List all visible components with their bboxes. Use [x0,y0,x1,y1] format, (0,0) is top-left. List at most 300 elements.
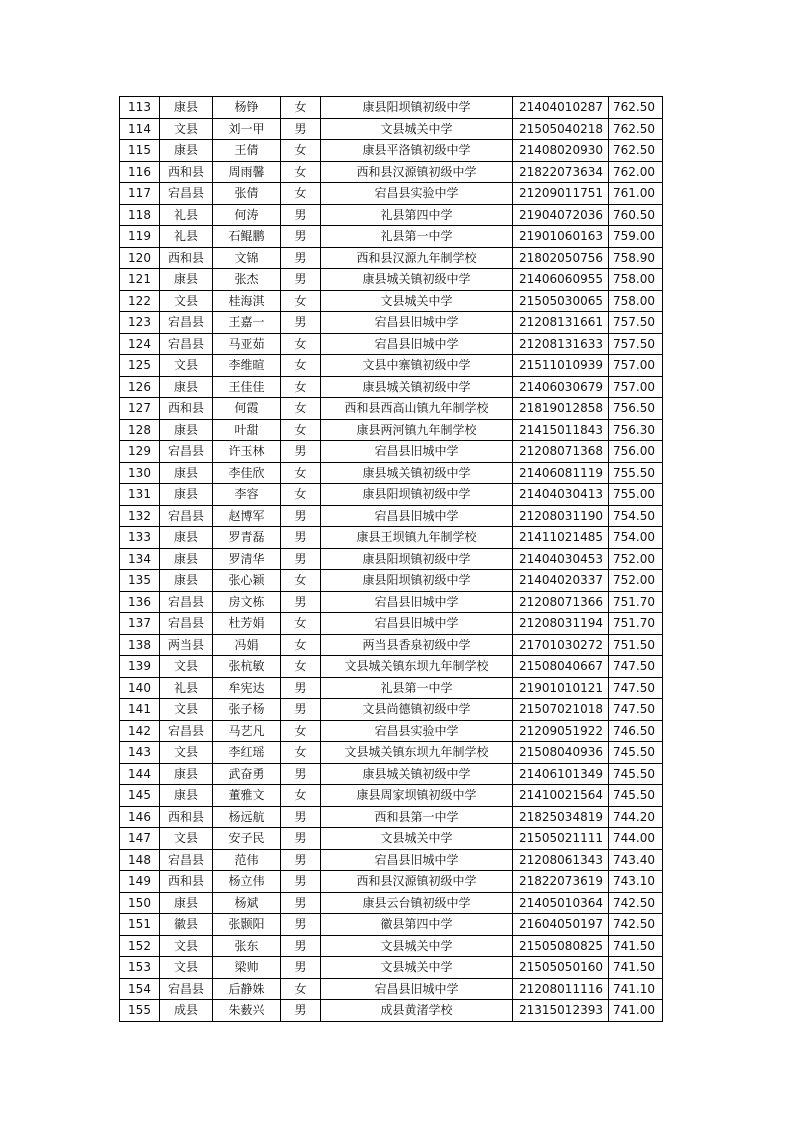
name-cell: 李容 [213,484,281,506]
exam-id-cell: 21208071368 [513,441,609,463]
county-cell: 西和县 [160,161,213,183]
exam-id-cell: 21406101349 [513,763,609,785]
exam-id-cell: 21410021564 [513,785,609,807]
table-row [120,355,663,377]
exam-id-cell: 21208011116 [513,978,609,1000]
score-cell: 758.00 [609,290,663,312]
school-cell: 文县城关中学 [321,118,513,140]
county-cell: 宕昌县 [160,441,213,463]
exam-id-cell: 21505050160 [513,957,609,979]
table-row [120,570,663,592]
rank-cell: 116 [120,161,160,183]
score-cell: 762.50 [609,140,663,162]
exam-id-cell: 21404020337 [513,570,609,592]
name-cell: 石鲲鹏 [213,226,281,248]
county-cell: 宕昌县 [160,720,213,742]
table-row [120,247,663,269]
county-cell: 康县 [160,462,213,484]
rank-cell: 133 [120,527,160,549]
name-cell: 文锦 [213,247,281,269]
school-cell: 西和县汉源九年制学校 [321,247,513,269]
school-cell: 宕昌县旧城中学 [321,441,513,463]
gender-cell: 女 [281,785,321,807]
county-cell: 文县 [160,290,213,312]
table-row [120,1000,663,1022]
name-cell: 李佳欣 [213,462,281,484]
school-cell: 康县云台镇初级中学 [321,892,513,914]
county-cell: 徽县 [160,914,213,936]
school-cell: 康县阳坝镇初级中学 [321,570,513,592]
rank-cell: 125 [120,355,160,377]
county-cell: 康县 [160,269,213,291]
score-cell: 742.50 [609,914,663,936]
exam-id-cell: 21208061343 [513,849,609,871]
score-cell: 759.00 [609,226,663,248]
gender-cell: 女 [281,656,321,678]
exam-id-cell: 21825034819 [513,806,609,828]
rank-cell: 119 [120,226,160,248]
school-cell: 康县王坝镇九年制学校 [321,527,513,549]
county-cell: 礼县 [160,677,213,699]
gender-cell: 男 [281,548,321,570]
exam-id-cell: 21408020930 [513,140,609,162]
name-cell: 叶甜 [213,419,281,441]
exam-id-cell: 21505021111 [513,828,609,850]
gender-cell: 男 [281,806,321,828]
county-cell: 西和县 [160,806,213,828]
score-cell: 747.50 [609,677,663,699]
exam-id-cell: 21505080825 [513,935,609,957]
name-cell: 杜芳娟 [213,613,281,635]
score-cell: 741.00 [609,1000,663,1022]
name-cell: 张颢阳 [213,914,281,936]
gender-cell: 女 [281,333,321,355]
school-cell: 康县城关镇初级中学 [321,376,513,398]
table-row [120,699,663,721]
name-cell: 张杭敏 [213,656,281,678]
gender-cell: 男 [281,828,321,850]
school-cell: 宕昌县实验中学 [321,183,513,205]
rank-cell: 122 [120,290,160,312]
name-cell: 李维暄 [213,355,281,377]
table-row [120,634,663,656]
score-cell: 758.90 [609,247,663,269]
score-cell: 747.50 [609,699,663,721]
score-cell: 754.50 [609,505,663,527]
school-cell: 两当县香泉初级中学 [321,634,513,656]
exam-id-cell: 21411021485 [513,527,609,549]
school-cell: 宕昌县旧城中学 [321,333,513,355]
exam-id-cell: 21406030679 [513,376,609,398]
name-cell: 武奋勇 [213,763,281,785]
table-row [120,914,663,936]
exam-id-cell: 21904072036 [513,204,609,226]
name-cell: 牟宪达 [213,677,281,699]
name-cell: 何霞 [213,398,281,420]
exam-id-cell: 21508040667 [513,656,609,678]
school-cell: 康县两河镇九年制学校 [321,419,513,441]
exam-id-cell: 21208031190 [513,505,609,527]
score-cell: 745.50 [609,742,663,764]
gender-cell: 男 [281,118,321,140]
table-row [120,226,663,248]
gender-cell: 男 [281,935,321,957]
school-cell: 康县阳坝镇初级中学 [321,97,513,119]
county-cell: 宕昌县 [160,312,213,334]
name-cell: 冯娟 [213,634,281,656]
table-row [120,677,663,699]
school-cell: 文县尚德镇初级中学 [321,699,513,721]
table-row [120,613,663,635]
name-cell: 王嘉一 [213,312,281,334]
score-table [119,96,663,1022]
school-cell: 西和县汉源镇初级中学 [321,871,513,893]
name-cell: 桂海淇 [213,290,281,312]
county-cell: 礼县 [160,226,213,248]
table-row [120,462,663,484]
rank-cell: 153 [120,957,160,979]
gender-cell: 男 [281,269,321,291]
exam-id-cell: 21406060955 [513,269,609,291]
table-row [120,849,663,871]
table-row [120,720,663,742]
school-cell: 文县城关中学 [321,957,513,979]
county-cell: 文县 [160,118,213,140]
county-cell: 宕昌县 [160,333,213,355]
name-cell: 赵博军 [213,505,281,527]
score-cell: 756.50 [609,398,663,420]
school-cell: 宕昌县实验中学 [321,720,513,742]
gender-cell: 女 [281,742,321,764]
gender-cell: 女 [281,355,321,377]
gender-cell: 男 [281,699,321,721]
exam-id-cell: 21406081119 [513,462,609,484]
rank-cell: 149 [120,871,160,893]
name-cell: 安子民 [213,828,281,850]
rank-cell: 145 [120,785,160,807]
table-row [120,957,663,979]
rank-cell: 127 [120,398,160,420]
rank-cell: 126 [120,376,160,398]
score-cell: 743.10 [609,871,663,893]
school-cell: 文县城关镇东坝九年制学校 [321,742,513,764]
county-cell: 成县 [160,1000,213,1022]
rank-cell: 144 [120,763,160,785]
school-cell: 文县城关镇东坝九年制学校 [321,656,513,678]
name-cell: 何涛 [213,204,281,226]
gender-cell: 女 [281,634,321,656]
county-cell: 西和县 [160,398,213,420]
county-cell: 宕昌县 [160,978,213,1000]
county-cell: 康县 [160,548,213,570]
county-cell: 宕昌县 [160,183,213,205]
table-row [120,419,663,441]
county-cell: 文县 [160,699,213,721]
table-row [120,140,663,162]
score-cell: 751.70 [609,591,663,613]
exam-id-cell: 21405010364 [513,892,609,914]
rank-cell: 118 [120,204,160,226]
score-cell: 762.50 [609,118,663,140]
score-cell: 754.00 [609,527,663,549]
table-row [120,978,663,1000]
county-cell: 文县 [160,742,213,764]
school-cell: 礼县第一中学 [321,226,513,248]
name-cell: 李红瑶 [213,742,281,764]
county-cell: 康县 [160,97,213,119]
rank-cell: 123 [120,312,160,334]
exam-id-cell: 21209011751 [513,183,609,205]
score-cell: 741.50 [609,935,663,957]
school-cell: 成县黄渚学校 [321,1000,513,1022]
gender-cell: 女 [281,183,321,205]
county-cell: 两当县 [160,634,213,656]
county-cell: 宕昌县 [160,505,213,527]
score-cell: 762.00 [609,161,663,183]
county-cell: 文县 [160,828,213,850]
rank-cell: 151 [120,914,160,936]
name-cell: 罗青磊 [213,527,281,549]
name-cell: 范伟 [213,849,281,871]
county-cell: 宕昌县 [160,849,213,871]
rank-cell: 140 [120,677,160,699]
exam-id-cell: 21208031194 [513,613,609,635]
score-cell: 760.50 [609,204,663,226]
school-cell: 宕昌县旧城中学 [321,849,513,871]
name-cell: 杨斌 [213,892,281,914]
name-cell: 张东 [213,935,281,957]
school-cell: 西和县汉源镇初级中学 [321,161,513,183]
score-cell: 757.00 [609,355,663,377]
table-row [120,97,663,119]
rank-cell: 121 [120,269,160,291]
rank-cell: 143 [120,742,160,764]
score-cell: 751.70 [609,613,663,635]
table-row [120,183,663,205]
rank-cell: 150 [120,892,160,914]
gender-cell: 女 [281,419,321,441]
table-row [120,548,663,570]
county-cell: 康县 [160,785,213,807]
gender-cell: 男 [281,763,321,785]
rank-cell: 135 [120,570,160,592]
score-cell: 746.50 [609,720,663,742]
name-cell: 张子杨 [213,699,281,721]
gender-cell: 男 [281,591,321,613]
county-cell: 礼县 [160,204,213,226]
name-cell: 杨铮 [213,97,281,119]
name-cell: 马艺凡 [213,720,281,742]
county-cell: 宕昌县 [160,613,213,635]
gender-cell: 男 [281,957,321,979]
school-cell: 康县城关镇初级中学 [321,462,513,484]
score-cell: 743.40 [609,849,663,871]
exam-id-cell: 21208071366 [513,591,609,613]
score-cell: 745.50 [609,763,663,785]
name-cell: 罗清华 [213,548,281,570]
name-cell: 张杰 [213,269,281,291]
school-cell: 西和县西高山镇九年制学校 [321,398,513,420]
school-cell: 康县阳坝镇初级中学 [321,484,513,506]
gender-cell: 男 [281,441,321,463]
score-cell: 757.50 [609,312,663,334]
table-row [120,828,663,850]
gender-cell: 男 [281,914,321,936]
rank-cell: 120 [120,247,160,269]
exam-id-cell: 21404030453 [513,548,609,570]
table-row [120,376,663,398]
name-cell: 许玉林 [213,441,281,463]
rank-cell: 137 [120,613,160,635]
school-cell: 西和县第一中学 [321,806,513,828]
name-cell: 后静姝 [213,978,281,1000]
rank-cell: 147 [120,828,160,850]
school-cell: 宕昌县旧城中学 [321,613,513,635]
county-cell: 文县 [160,935,213,957]
table-row [120,398,663,420]
rank-cell: 130 [120,462,160,484]
rank-cell: 131 [120,484,160,506]
score-cell: 744.20 [609,806,663,828]
exam-id-cell: 21822073634 [513,161,609,183]
county-cell: 康县 [160,527,213,549]
gender-cell: 女 [281,720,321,742]
school-cell: 宕昌县旧城中学 [321,312,513,334]
name-cell: 董雅文 [213,785,281,807]
rank-cell: 139 [120,656,160,678]
rank-cell: 155 [120,1000,160,1022]
name-cell: 刘一甲 [213,118,281,140]
rank-cell: 142 [120,720,160,742]
name-cell: 周雨馨 [213,161,281,183]
rank-cell: 136 [120,591,160,613]
score-cell: 758.00 [609,269,663,291]
score-cell: 742.50 [609,892,663,914]
table-row [120,785,663,807]
score-cell: 741.10 [609,978,663,1000]
score-cell: 757.00 [609,376,663,398]
table-row [120,505,663,527]
county-cell: 康县 [160,892,213,914]
rank-cell: 113 [120,97,160,119]
gender-cell: 女 [281,570,321,592]
score-cell: 757.50 [609,333,663,355]
rank-cell: 148 [120,849,160,871]
school-cell: 康县周家坝镇初级中学 [321,785,513,807]
school-cell: 文县城关中学 [321,290,513,312]
rank-cell: 138 [120,634,160,656]
table-row [120,161,663,183]
gender-cell: 男 [281,677,321,699]
gender-cell: 男 [281,871,321,893]
exam-id-cell: 21508040936 [513,742,609,764]
name-cell: 房文栋 [213,591,281,613]
table-row [120,484,663,506]
table-row [120,441,663,463]
table-row [120,527,663,549]
table-row [120,935,663,957]
exam-id-cell: 21415011843 [513,419,609,441]
score-cell: 745.50 [609,785,663,807]
exam-id-cell: 21819012858 [513,398,609,420]
rank-cell: 117 [120,183,160,205]
score-cell: 755.00 [609,484,663,506]
county-cell: 宕昌县 [160,591,213,613]
name-cell: 张倩 [213,183,281,205]
exam-id-cell: 21209051922 [513,720,609,742]
exam-id-cell: 21901010121 [513,677,609,699]
rank-cell: 128 [120,419,160,441]
table-row [120,333,663,355]
gender-cell: 男 [281,849,321,871]
rank-cell: 129 [120,441,160,463]
score-cell: 752.00 [609,548,663,570]
name-cell: 张心颖 [213,570,281,592]
county-cell: 康县 [160,376,213,398]
exam-id-cell: 21208131661 [513,312,609,334]
table-row [120,763,663,785]
table-row [120,204,663,226]
county-cell: 西和县 [160,247,213,269]
gender-cell: 男 [281,1000,321,1022]
rank-cell: 124 [120,333,160,355]
school-cell: 文县城关中学 [321,935,513,957]
score-cell: 756.00 [609,441,663,463]
school-cell: 文县城关中学 [321,828,513,850]
name-cell: 王佳佳 [213,376,281,398]
table-row [120,312,663,334]
exam-id-cell: 21208131633 [513,333,609,355]
county-cell: 文县 [160,355,213,377]
county-cell: 西和县 [160,871,213,893]
school-cell: 康县平洛镇初级中学 [321,140,513,162]
rank-cell: 146 [120,806,160,828]
school-cell: 文县中寨镇初级中学 [321,355,513,377]
table-row [120,892,663,914]
score-cell: 744.00 [609,828,663,850]
table-row [120,742,663,764]
exam-id-cell: 21701030272 [513,634,609,656]
table-row [120,269,663,291]
score-cell: 762.50 [609,97,663,119]
exam-id-cell: 21511010939 [513,355,609,377]
exam-id-cell: 21507021018 [513,699,609,721]
gender-cell: 女 [281,978,321,1000]
table-row [120,871,663,893]
rank-cell: 152 [120,935,160,957]
rank-cell: 154 [120,978,160,1000]
gender-cell: 男 [281,892,321,914]
table-row [120,290,663,312]
rank-cell: 141 [120,699,160,721]
gender-cell: 女 [281,484,321,506]
score-cell: 751.50 [609,634,663,656]
gender-cell: 男 [281,247,321,269]
exam-id-cell: 21404030413 [513,484,609,506]
gender-cell: 男 [281,204,321,226]
gender-cell: 女 [281,140,321,162]
county-cell: 文县 [160,957,213,979]
rank-cell: 134 [120,548,160,570]
school-cell: 康县城关镇初级中学 [321,763,513,785]
county-cell: 康县 [160,484,213,506]
gender-cell: 男 [281,505,321,527]
name-cell: 王倩 [213,140,281,162]
score-table-body [120,97,663,1022]
rank-cell: 132 [120,505,160,527]
score-cell: 756.30 [609,419,663,441]
exam-id-cell: 21404010287 [513,97,609,119]
